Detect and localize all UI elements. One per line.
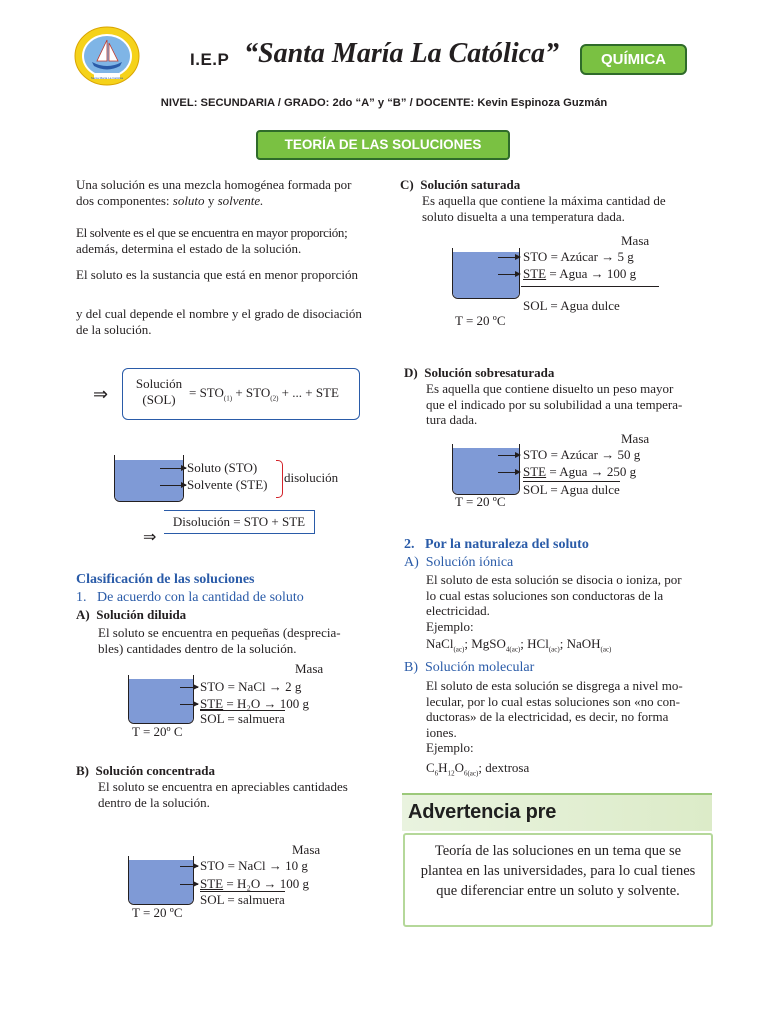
advert-box <box>403 833 713 927</box>
diag-solvente-label: Solvente (STE) <box>187 477 268 492</box>
ionica-example: NaCl$_{(ac)}$; MgSO$_{4(ac)}$; HCl$_{(ac)}$; NaOH$_{(ac)}$ <box>426 636 612 654</box>
implies-arrow-2: ⇒ <box>143 529 157 546</box>
beaker-D <box>452 444 520 495</box>
C-heading: C) Solución saturada <box>400 177 521 192</box>
intro-line-2: dos componentes: soluto y solvente. <box>76 192 264 208</box>
A-heading: A) Solución diluida <box>76 607 187 622</box>
clasif-item-1: 1. De acuerdo con la cantidad de soluto <box>76 590 304 605</box>
header-iep: I.E.P <box>190 50 230 69</box>
D-text: Es aquella que contiene disuelto un peso mayor que el indicado por su solubilidad a una tempera- tura dada. <box>426 381 683 427</box>
C-ste: STE = Agua → 100 g <box>523 266 637 281</box>
D-sol: SOL = Agua dulce <box>523 482 620 497</box>
formula-lhs-1: Solución <box>135 376 183 391</box>
A-ste: STE = H₂O → 100 g <box>200 696 310 711</box>
molecular-text: El soluto de esta solución se disgrega a nivel mo- lecular, por lo cual estas soluciones son «no con- ductoras» de la electricidad, es decir, no forma iones. Ejemplo: <box>426 678 683 755</box>
advert-banner <box>402 793 712 831</box>
molecular-title: B) Solución molecular <box>404 660 535 675</box>
title-badge: TEORÍA DE LAS SOLUCIONES <box>256 130 510 160</box>
B-ste: STE = H₂O → 100 g <box>200 876 310 891</box>
intro-line-1: Una solución es una mezcla homogénea formada por <box>76 177 352 192</box>
B-temp: T = 20 ºC <box>132 905 183 920</box>
formula-box <box>122 368 360 420</box>
logo-caption: Santa María La Católica <box>90 76 124 80</box>
C-temp: T = 20 ºC <box>455 313 506 328</box>
A-sol: SOL = salmuera <box>200 711 285 726</box>
A-sto: STO = NaCl → 2 g <box>200 679 302 694</box>
D-masa: Masa <box>621 431 650 446</box>
C-sol: SOL = Agua dulce <box>523 298 620 313</box>
B-heading: B) Solución concentrada <box>76 763 216 778</box>
soluto-paragraph-1: El soluto es la sustancia que está en menor proporción <box>76 267 358 282</box>
formula-rhs: = $STO_{(1)} + STO_{(2)}$ + ... + STE <box>189 385 339 403</box>
soluto-paragraph-2: y del cual depende el nombre y el grado de disociación de la solución. <box>76 306 362 337</box>
B-sto: STO = NaCl → 10 g <box>200 858 308 873</box>
beaker-disolucion <box>114 455 184 502</box>
C-masa: Masa <box>621 233 650 248</box>
header-subline: NIVEL: SECUNDARIA / GRADO: 2do “A” y “B” / DOCENTE: Kevin Espinoza Guzmán <box>160 97 608 109</box>
implies-arrow: ⇒ <box>93 384 109 404</box>
ionica-text: El soluto de esta solución se disocia o ioniza, por lo cual estas soluciones son conductoras de la electricidad. Ejemplo: <box>426 572 682 634</box>
A-masa: Masa <box>295 661 324 676</box>
beaker-B <box>128 856 194 905</box>
subject-badge: QUÍMICA <box>580 44 687 75</box>
clasif-item-2: 2. Por la naturaleza del soluto <box>404 537 589 552</box>
C-sto: STO = Azúcar → 5 g <box>523 249 634 264</box>
solvente-paragraph: El solvente es el que se encuentra en mayor proporción; además, determina el estado de la solución. <box>76 225 348 256</box>
C-text: Es aquella que contiene la máxima cantidad de soluto disuelta a una temperatura dada. <box>422 193 666 224</box>
A-text: El soluto se encuentra en pequeñas (desprecia- bles) cantidades dentro de la solución. <box>98 625 341 656</box>
D-sto: STO = Azúcar → 50 g <box>523 447 641 462</box>
B-text: El soluto se encuentra en apreciables cantidades dentro de la solución. <box>98 779 348 810</box>
red-brace <box>276 460 283 498</box>
intro-paragraph <box>76 177 382 208</box>
D-ste: STE = Agua → 250 g <box>523 464 637 479</box>
clasif-title: Clasificación de las soluciones <box>76 572 255 587</box>
D-heading: D) Solución sobresaturada <box>404 365 555 380</box>
ionica-title: A) Solución iónica <box>404 555 514 570</box>
B-sol: SOL = salmuera <box>200 892 285 907</box>
D-temp: T = 20 ºC <box>455 494 506 509</box>
diag-soluto-label: Soluto (STO) <box>187 460 258 475</box>
diag-disolucion-label: disolución <box>284 470 339 485</box>
school-name: “Santa María La Católica” <box>244 38 560 69</box>
B-masa: Masa <box>292 842 321 857</box>
advert-title: Advertencia pre <box>408 801 557 823</box>
A-temp: T = 20º C <box>132 724 183 739</box>
advert-text: Teoría de las soluciones en un tema que se plantea en las universidades, para lo cual tienes que diferenciar entre un soluto y solvente. <box>420 843 696 899</box>
formula-lhs-2: (SOL) <box>142 392 176 407</box>
diag-formula-box: Disolución = STO + STE <box>164 510 315 534</box>
molecular-example: $C_6H_{12}O_{6(ac)}$; dextrosa <box>426 760 530 778</box>
beaker-A <box>128 675 194 724</box>
